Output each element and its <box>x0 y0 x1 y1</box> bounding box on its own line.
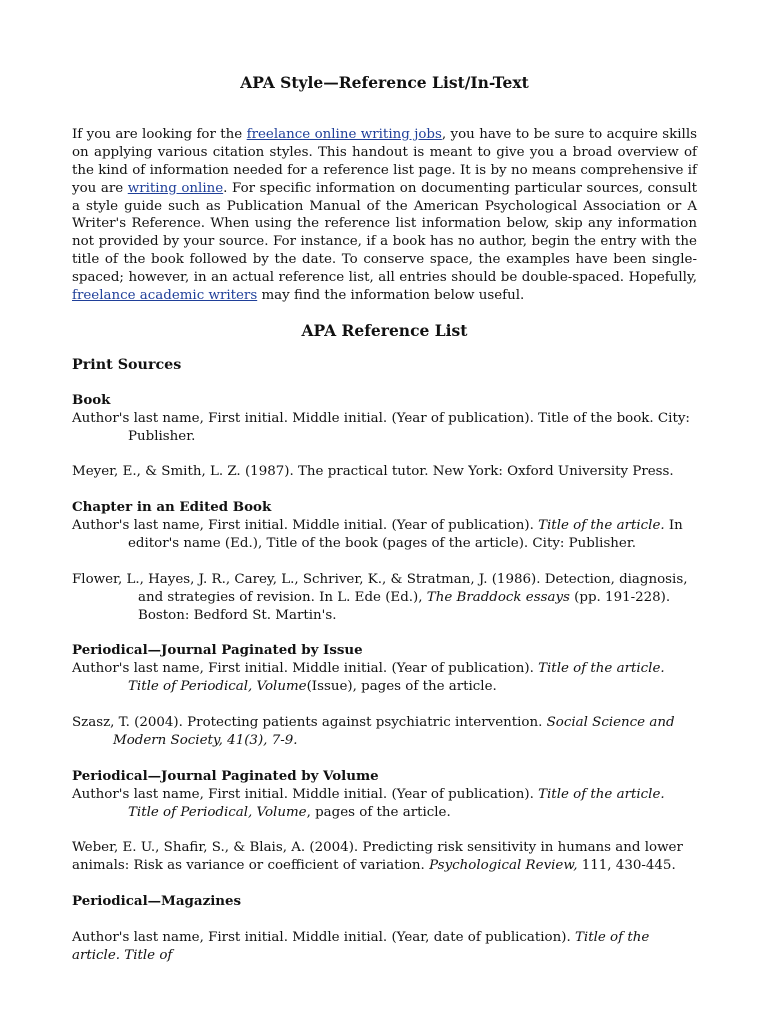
journal-issue-heading: Periodical—Journal Paginated by Issue <box>72 642 363 659</box>
journal-volume-format <box>72 786 697 822</box>
freelance-online-writing-jobs-link[interactable]: freelance online writing jobs <box>246 126 442 142</box>
journal-volume-heading: Periodical—Journal Paginated by Volume <box>72 767 379 784</box>
intro-text-3: . For specific information on documenting particular sources, consult a style guide such as Publication Manual of the American Psychological Association or A Writer's Reference. When using the reference list information below, skip any information not provided by your source. For instance, if a book has no author, begin the entry with the title of the book followed by the date. To conserve space, the examples have been single-spaced; however, in an actual reference list, all entries should be double-spaced. Hopefully, <box>72 180 697 286</box>
book-heading: Book <box>72 391 111 408</box>
book-example: Meyer, E., & Smith, L. Z. (1987). The practical tutor. New York: Oxford University Press. <box>72 464 674 480</box>
intro-text-4: may find the information below useful. <box>257 288 525 304</box>
magazines-format-text-a: Author's last name, First initial. Middle initial. (Year, date of publication). <box>72 929 575 945</box>
intro-text-1: If you are looking for the <box>72 126 247 142</box>
journal-issue-example <box>72 714 697 750</box>
freelance-academic-writers-link[interactable]: freelance academic writers <box>72 288 258 304</box>
journal-issue-format <box>72 660 697 696</box>
chapter-format-text-b: In editor's name (Ed.), Title of the book (pages of the article). City: Publisher. <box>128 518 683 551</box>
document-title: APA Style—Reference List/In-Text <box>240 73 529 92</box>
journal-issue-example-italic: Social Science and Modern Society, 41(3), 7-9. <box>113 715 675 748</box>
journal-issue-format-text-b: (Issue), pages of the article. <box>306 679 497 695</box>
journal-volume-example-text-b: 111, 430-445. <box>577 858 676 874</box>
chapter-example-text-a: Flower, L., Hayes, J. R., Carey, L., Schriver, K., & Stratman, J. (1986). Detection, diagnosis, and strategies of revision. In L. Ede (Ed.), <box>72 571 688 605</box>
journal-issue-format-text-a: Author's last name, First initial. Middle initial. (Year of publication). <box>72 661 539 677</box>
intro-text-2: , you have to be sure to acquire skills on applying various citation styles. This handout is meant to give you a broad overview of the kind of information needed for a reference list page. It is by no means comprehensive if you are <box>72 126 697 196</box>
book-format: Author's last name, First initial. Middle initial. (Year of publication). Title of the book. City: Publisher. <box>72 410 690 444</box>
document-content <box>72 74 697 983</box>
journal-volume-format-text-a: Author's last name, First initial. Middle initial. (Year of publication). <box>72 786 539 802</box>
chapter-format-text-a: Author's last name, First initial. Middle initial. (Year of publication). <box>72 518 539 534</box>
print-sources-heading: Print Sources <box>72 356 182 373</box>
chapter-example <box>72 571 697 625</box>
chapter-format-italic: Title of the article. <box>538 518 665 534</box>
intro-paragraph <box>72 126 697 305</box>
chapter-heading: Chapter in an Edited Book <box>72 499 272 516</box>
magazines-heading: Periodical—Magazines <box>72 893 242 910</box>
journal-issue-format-italic: Title of the article. Title of Periodical, Volume <box>128 661 665 695</box>
journal-volume-example-text-a: Weber, E. U., Shafir, S., & Blais, A. (2004). Predicting risk sensitivity in humans and lower animals: Risk as variance or coefficient of variation. <box>72 840 683 874</box>
chapter-example-text-b: (pp. 191-228). Boston: Bedford St. Martin's. <box>138 589 671 623</box>
journal-volume-format-text-b: , pages of the article. <box>306 804 451 820</box>
chapter-example-italic: The Braddock essays <box>426 589 570 605</box>
writing-online-link[interactable]: writing online <box>127 180 224 196</box>
magazines-format <box>72 929 697 965</box>
chapter-format <box>72 517 697 553</box>
journal-issue-example-text-a: Szasz, T. (2004). Protecting patients against psychiatric intervention. <box>72 715 547 731</box>
reference-list-heading: APA Reference List <box>301 320 468 340</box>
journal-volume-format-italic: Title of the article. Title of Periodical, Volume <box>128 786 665 820</box>
journal-volume-example <box>72 839 697 875</box>
journal-volume-example-italic: Psychological Review, <box>429 858 578 874</box>
magazines-format-italic: Title of the article. Title of <box>72 929 650 963</box>
